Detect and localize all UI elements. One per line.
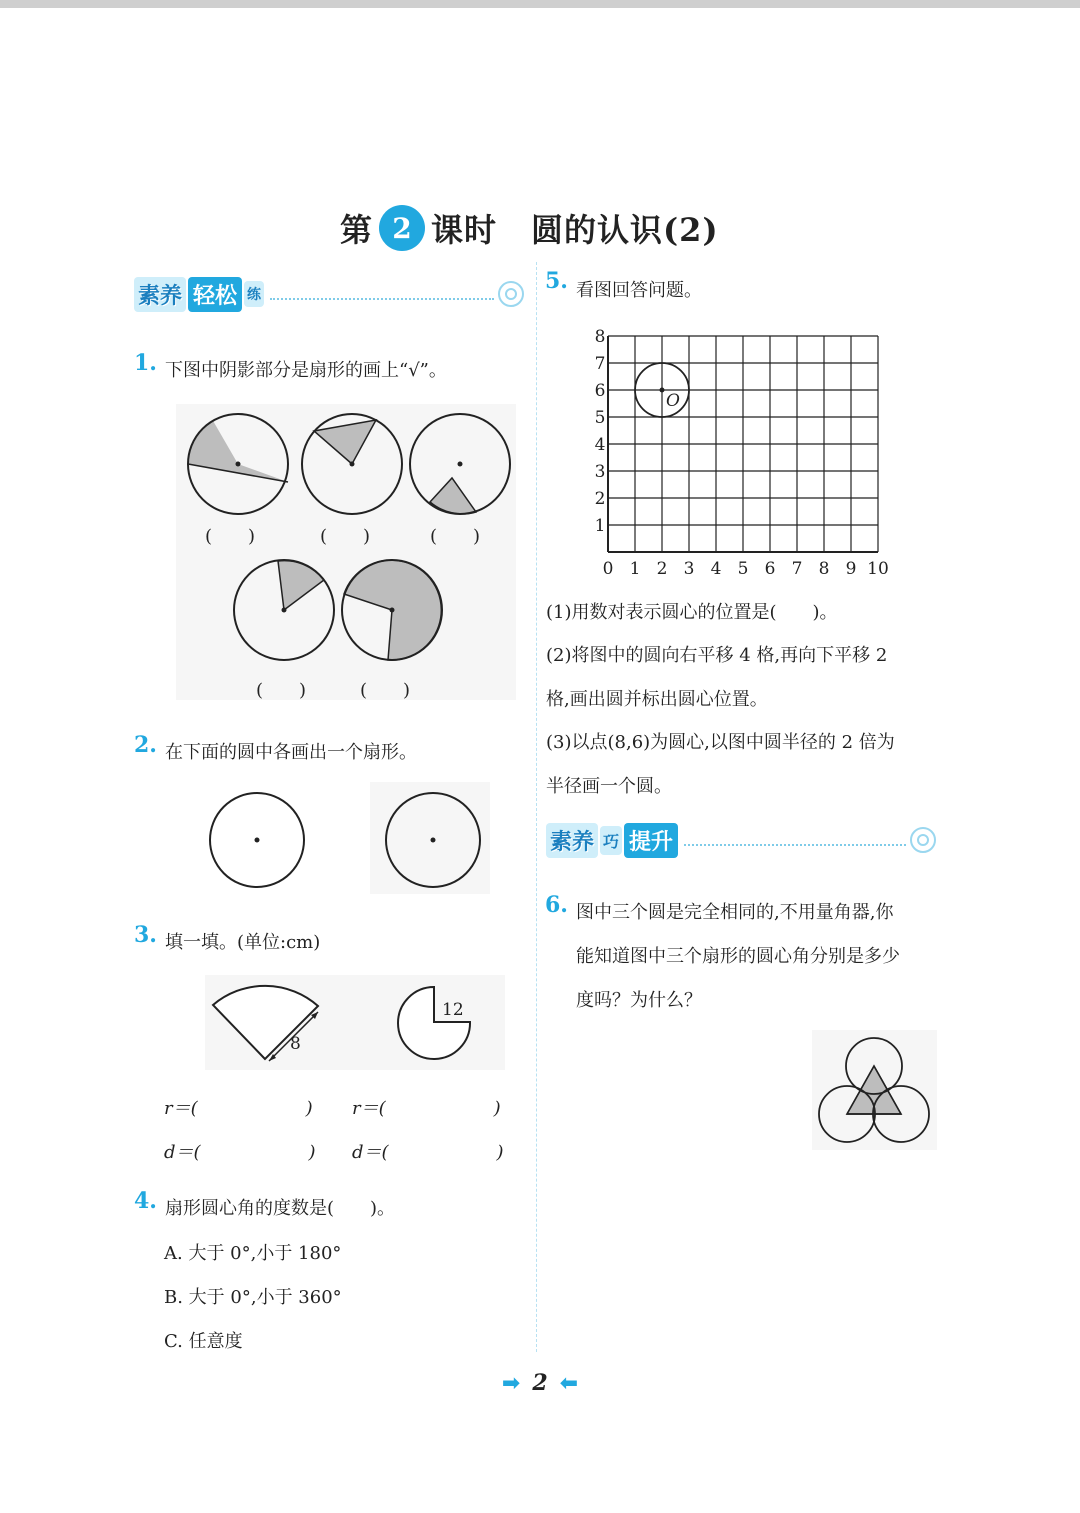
question-3-text: 填一填。(单位:cm): [165, 932, 321, 953]
y-tick-label: 7: [594, 354, 606, 374]
banner-word-1: 素养: [546, 823, 598, 858]
x-tick-label: 0: [602, 559, 614, 577]
target-icon: [910, 827, 936, 853]
answer-bracket[interactable]: ( ): [205, 526, 256, 547]
question-2-number: 2.: [134, 732, 157, 758]
q4-option-c[interactable]: C. 任意度: [164, 1331, 243, 1352]
y-tick-label: 1: [594, 516, 606, 536]
answer-bracket[interactable]: ( ): [256, 680, 307, 701]
q5-sub-1[interactable]: (1)用数对表示圆心的位置是( )。: [546, 602, 838, 623]
banner-word-2: 轻松: [188, 277, 242, 312]
page-footer: [0, 1370, 1080, 1396]
q5-sub-3a: (3)以点(8,6)为圆心,以图中圆半径的 2 倍为: [546, 732, 895, 753]
q3-label-8: 8: [290, 1034, 301, 1054]
x-tick-label: 2: [656, 559, 668, 577]
coordinate-grid: [588, 325, 898, 577]
lesson-number-badge: 2: [379, 205, 425, 251]
q3-sector-left: [213, 986, 318, 1061]
question-5-text: 看图回答问题。: [576, 280, 702, 301]
page-title: [340, 200, 740, 256]
x-tick-label: 5: [737, 559, 749, 577]
banner-word-3: 练: [244, 281, 264, 307]
answer-bracket[interactable]: ( ): [320, 526, 371, 547]
page-number: 2: [532, 1370, 548, 1396]
question-3-number: 3.: [134, 922, 157, 948]
x-tick-label: 6: [764, 559, 776, 577]
q3-r-right[interactable]: r＝( ): [352, 1098, 501, 1119]
question-6-line-3: 度吗？为什么？: [576, 990, 702, 1011]
y-tick-label: 2: [594, 489, 606, 509]
y-tick-label: 4: [594, 435, 606, 455]
title-main: 圆的认识(2): [531, 211, 719, 249]
center-label-o: O: [666, 391, 680, 411]
question-4-number: 4.: [134, 1188, 157, 1214]
q1-circle-b: [302, 414, 402, 514]
q5-sub-2a: (2)将图中的圆向右平移 4 格,再向下平移 2: [546, 645, 888, 666]
top-border: [0, 0, 1080, 8]
q3-circle-right: [398, 987, 470, 1059]
q1-circle-d: [234, 560, 334, 660]
left-arrow-icon: ⬅: [559, 1370, 579, 1396]
x-tick-label: 8: [818, 559, 830, 577]
x-tick-label: 10: [867, 559, 889, 577]
y-tick-label: 5: [594, 408, 606, 428]
question-2-text: 在下面的圆中各画出一个扇形。: [165, 742, 417, 763]
q1-circle-e: [342, 560, 442, 660]
banner-word-2: 巧: [600, 826, 622, 855]
banner-word-3: 提升: [624, 823, 678, 858]
q5-sub-3b: 半径画一个圆。: [546, 776, 672, 797]
banner-dotted-line: [684, 834, 906, 846]
q1-circle-a: [187, 414, 288, 524]
question-6-line-2: 能知道图中三个扇形的圆心角分别是多少: [576, 946, 900, 967]
q5-sub-2b: 格,画出圆并标出圆心位置。: [546, 689, 768, 710]
q3-label-12: 12: [442, 1000, 464, 1020]
x-tick-label: 1: [629, 559, 641, 577]
column-divider: [536, 262, 537, 1352]
title-prefix: 第: [340, 211, 374, 249]
answer-bracket[interactable]: ( ): [430, 526, 481, 547]
x-tick-label: 9: [845, 559, 857, 577]
banner-word-1: 素养: [134, 277, 186, 312]
x-tick-label: 7: [791, 559, 803, 577]
x-tick-label: 3: [683, 559, 695, 577]
q3-d-left[interactable]: d＝( ): [164, 1142, 316, 1163]
question-2-figures: [200, 785, 500, 895]
question-6-line-1: 图中三个圆是完全相同的,不用量角器,你: [576, 902, 894, 923]
y-tick-label: 6: [594, 381, 606, 401]
y-tick-label: 3: [594, 462, 606, 482]
section-banner-practice: [134, 274, 524, 314]
question-1-figures: [176, 404, 516, 700]
question-6-number: 6.: [545, 892, 568, 918]
section-banner-improve: [546, 820, 936, 860]
x-tick-label: 4: [710, 559, 722, 577]
title-mid: 课时: [431, 211, 498, 249]
question-1-number: 1.: [134, 350, 157, 376]
right-arrow-icon: ➡: [501, 1370, 521, 1396]
banner-dotted-line: [270, 288, 494, 300]
q3-r-left[interactable]: r＝( ): [164, 1098, 313, 1119]
circle-center-dot: [660, 388, 665, 393]
q4-option-b[interactable]: B. 大于 0°,小于 360°: [164, 1287, 342, 1308]
question-3-figures: [205, 975, 505, 1070]
question-1-text: 下图中阴影部分是扇形的画上“√”。: [165, 360, 447, 381]
q3-d-right[interactable]: d＝( ): [352, 1142, 504, 1163]
question-4-text: 扇形圆心角的度数是( )。: [165, 1198, 396, 1219]
q4-option-a[interactable]: A. 大于 0°,小于 180°: [164, 1243, 342, 1264]
question-5-number: 5.: [545, 268, 568, 294]
three-circles-figure: [812, 1030, 937, 1150]
y-tick-label: 8: [594, 327, 606, 347]
target-icon: [498, 281, 524, 307]
answer-bracket[interactable]: ( ): [360, 680, 411, 701]
q1-circle-c: [410, 414, 510, 514]
